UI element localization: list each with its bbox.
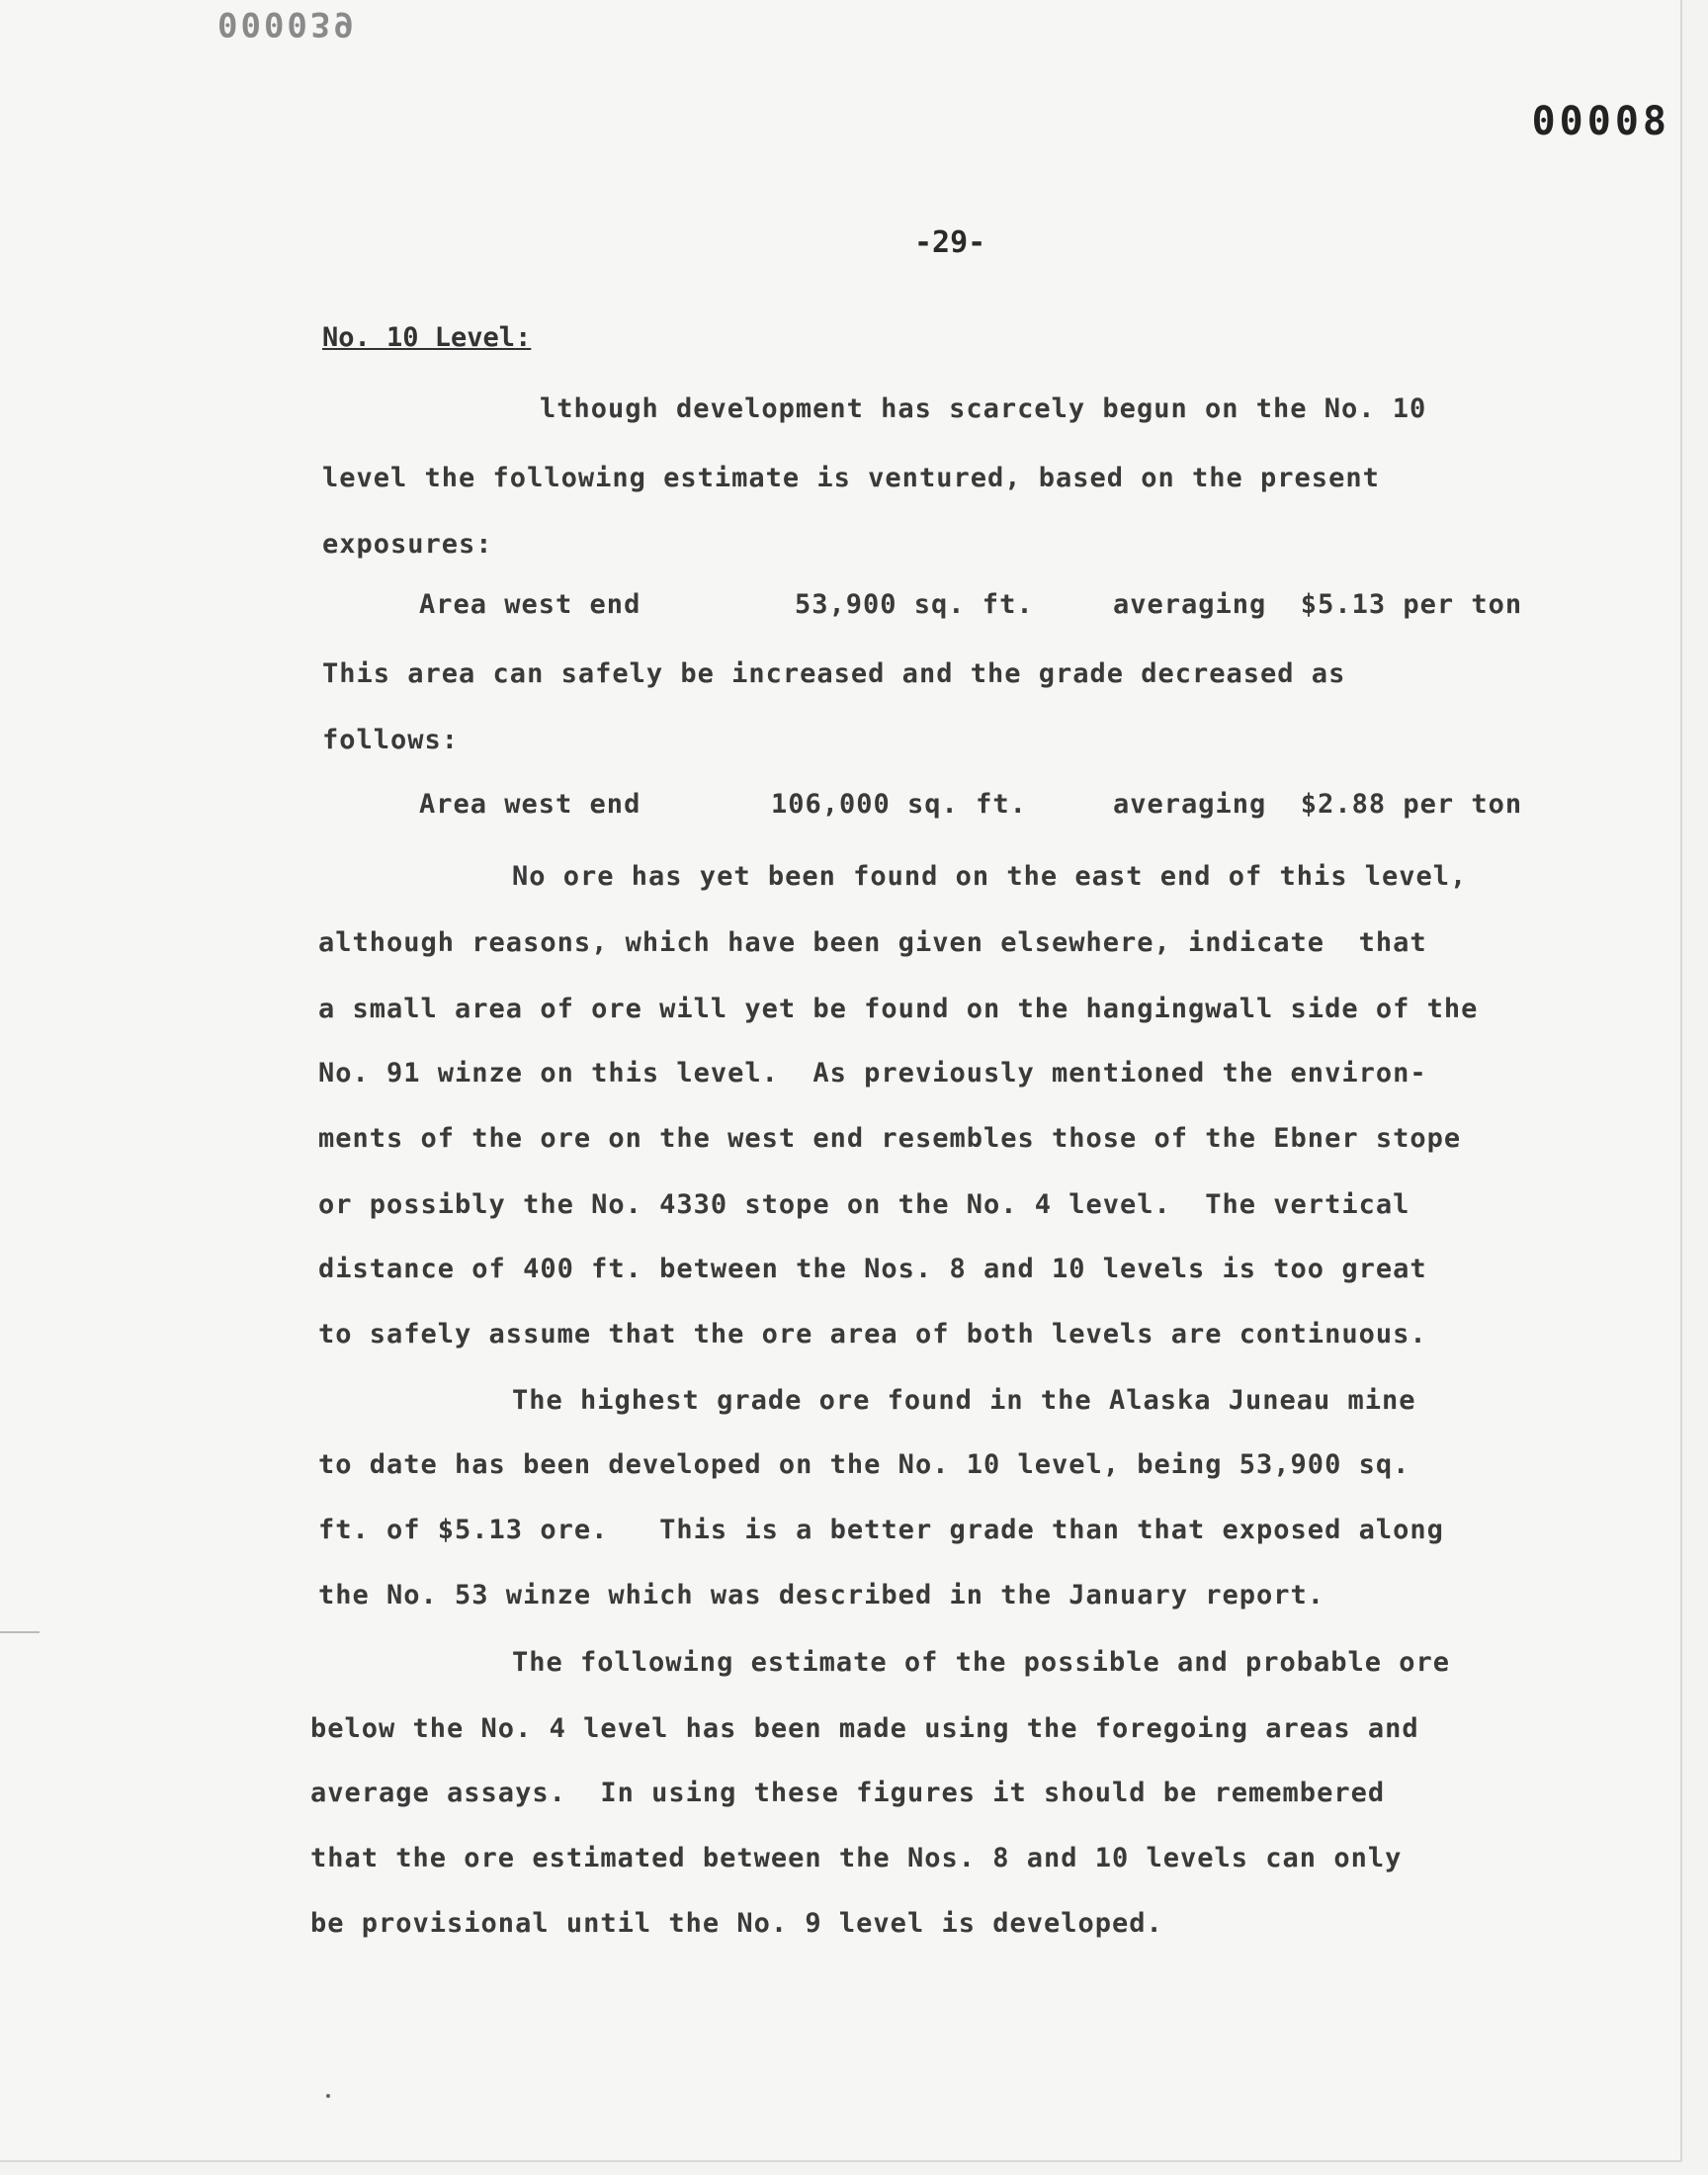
paragraph-5-line: that the ore estimated between the Nos. 8 and 10 levels can only xyxy=(310,1843,1403,1873)
edge-mark xyxy=(0,1631,40,1633)
paragraph-5-line: average assays. In using these figures it should be remembered xyxy=(310,1778,1386,1808)
paragraph-3-line: although reasons, which have been given elsewhere, indicate that xyxy=(318,927,1427,958)
paragraph-5-line: The following estimate of the possible and probable ore xyxy=(512,1647,1451,1678)
document-number: 00008 xyxy=(1531,99,1670,144)
paragraph-1-line: level the following estimate is ventured, based on the present xyxy=(322,463,1380,493)
paragraph-4-line: The highest grade ore found in the Alaska Juneau mine xyxy=(512,1385,1416,1416)
estimate-1-grade: averaging $5.13 per ton xyxy=(1113,589,1523,620)
estimate-2-area: 106,000 sq. ft. xyxy=(771,789,1027,820)
paragraph-3-line: or possibly the No. 4330 stope on the No. 4 level. The vertical xyxy=(318,1189,1410,1220)
section-heading: No. 10 Level: xyxy=(322,322,532,353)
paragraph-3-line: to safely assume that the ore area of both levels are continuous. xyxy=(318,1319,1427,1349)
paragraph-3-line: No. 91 winze on this level. As previously mentioned the environ- xyxy=(318,1058,1427,1088)
estimate-2-grade: averaging $2.88 per ton xyxy=(1113,789,1523,820)
paragraph-5-line: below the No. 4 level has been made using the foregoing areas and xyxy=(310,1713,1419,1744)
bleed-through-number: 000039 xyxy=(217,4,357,44)
paragraph-4-line: ft. of $5.13 ore. This is a better grade than that exposed along xyxy=(318,1515,1444,1545)
paragraph-3-line: No ore has yet been found on the east end of this level, xyxy=(512,861,1468,892)
paragraph-5-line: be provisional until the No. 9 level is developed. xyxy=(310,1908,1163,1939)
paragraph-3-line: distance of 400 ft. between the Nos. 8 and 10 levels is too great xyxy=(318,1254,1427,1284)
estimate-2-label: Area west end xyxy=(419,789,641,820)
paragraph-2-line: This area can safely be increased and the grade decreased as xyxy=(322,658,1346,689)
paragraph-1-line: exposures: xyxy=(322,529,493,560)
paragraph-4-line: to date has been developed on the No. 10 level, being 53,900 sq. xyxy=(318,1449,1410,1480)
ink-speck xyxy=(326,2094,330,2098)
page-number: -29- xyxy=(914,225,986,260)
estimate-1-area: 53,900 sq. ft. xyxy=(795,589,1034,620)
paragraph-4-line: the No. 53 winze which was described in the January report. xyxy=(318,1580,1325,1610)
paragraph-3-line: a small area of ore will yet be found on the hangingwall side of the xyxy=(318,994,1479,1024)
paragraph-1-line: lthough development has scarcely begun on the No. 10 xyxy=(540,393,1427,424)
paragraph-3-line: ments of the ore on the west end resembles those of the Ebner stope xyxy=(318,1123,1462,1154)
paragraph-2-line: follows: xyxy=(322,725,460,755)
estimate-1-label: Area west end xyxy=(419,589,641,620)
